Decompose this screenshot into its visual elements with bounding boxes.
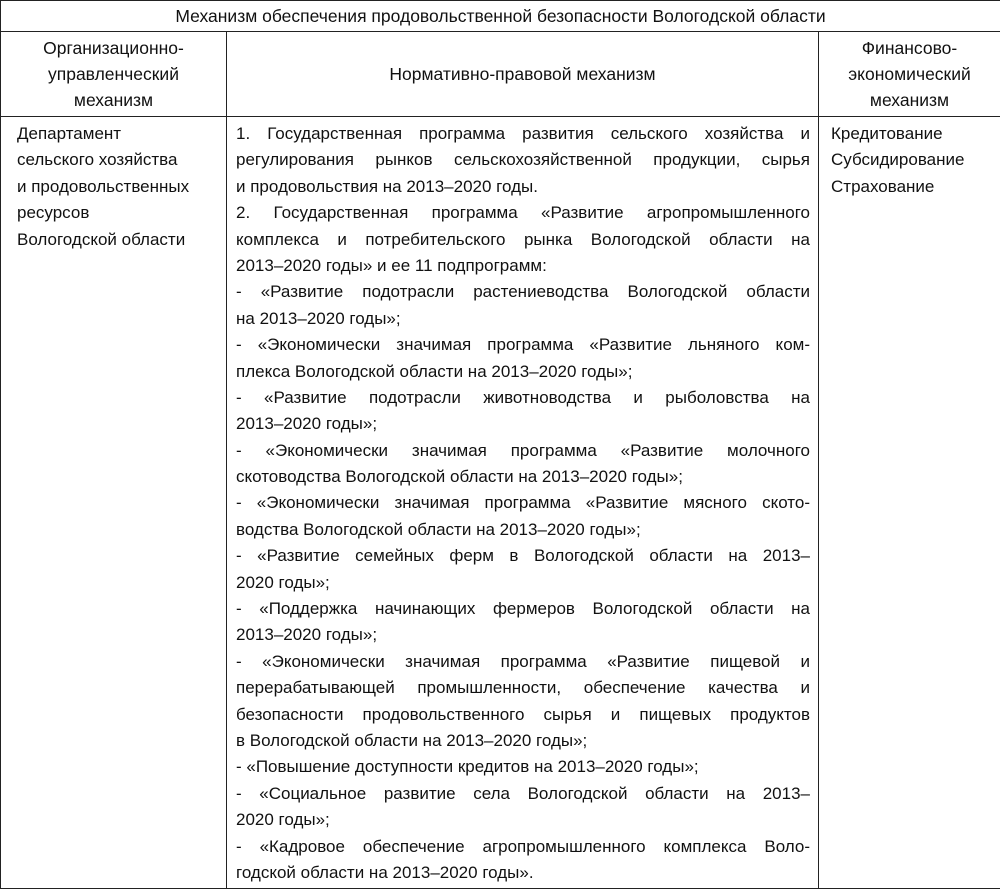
legal-line: - «Кадровое обеспечение агропромышленного комплекса Воло- [236, 836, 810, 856]
legal-line: - «Экономически значимая программа «Развитие молочного [236, 440, 810, 460]
legal-line: 1. Государственная программа развития сельского хозяйства и [236, 124, 810, 143]
legal-line: плекса Вологодской области на 2013–2020 годы»; [236, 361, 633, 381]
legal-line: 2013–2020 годы» и ее 11 подпрограмм: [236, 255, 547, 275]
fin-line: Страхование [831, 176, 935, 196]
legal-cell [227, 117, 819, 889]
header-fin-line: Финансово- [861, 38, 958, 58]
legal-line: 2020 годы»; [236, 572, 330, 592]
legal-line: - «Развитие подотрасли растениеводства Вологодской области [236, 282, 810, 302]
legal-line: 2013–2020 годы»; [236, 625, 378, 645]
header-fin [819, 32, 1000, 117]
legal-line: и продовольствия на 2013–2020 годы. [236, 176, 538, 196]
header-org [1, 32, 227, 117]
header-org-line: механизм [73, 90, 154, 110]
content-row [1, 117, 1000, 889]
legal-line: - «Экономически значимая программа «Развитие мясного ското- [236, 493, 810, 513]
header-org-line: Организационно- [43, 38, 184, 58]
fin-cell [819, 117, 1000, 889]
org-line: ресурсов [17, 203, 90, 223]
legal-line: скотоводства Вологодской области на 2013–2020 годы»; [236, 467, 683, 487]
org-line: Департамент [17, 124, 122, 143]
header-fin-line: экономический [848, 64, 971, 84]
legal-line: 2. Государственная программа «Развитие агропромышленного [236, 203, 810, 223]
legal-line: безопасности продовольственного сырья и пищевых продуктов [236, 704, 810, 724]
legal-line: в Вологодской области на 2013–2020 годы»; [236, 730, 588, 750]
org-line: Вологодской области [17, 229, 186, 249]
legal-line: - «Поддержка начинающих фермеров Вологодской области на [236, 599, 810, 619]
org-line: сельского хозяйства [17, 150, 178, 170]
legal-line: - «Социальное развитие села Вологодской области на 2013– [236, 783, 810, 803]
legal-line: - «Экономически значимая программа «Развитие льняного ком- [236, 335, 810, 355]
legal-line: годской области на 2013–2020 годы». [236, 862, 534, 882]
legal-line: - «Экономически значимая программа «Развитие пищевой и [236, 651, 810, 671]
fin-line: Субсидирование [831, 150, 965, 170]
legal-line: 2013–2020 годы»; [236, 414, 378, 434]
legal-line: - «Повышение доступности кредитов на 2013–2020 годы»; [236, 757, 699, 777]
legal-line: на 2013–2020 годы»; [236, 308, 401, 328]
header-fin-line: механизм [869, 90, 950, 110]
header-legal: Нормативно-правовой механизм [227, 32, 819, 117]
header-org-line: управленческий [47, 64, 179, 84]
legal-line: перерабатывающей промышленности, обеспечение качества и [236, 678, 810, 698]
header-row [1, 32, 1000, 117]
org-cell [1, 117, 227, 889]
legal-line: водства Вологодской области на 2013–2020 годы»; [236, 519, 641, 539]
title-row [1, 1, 1000, 32]
legal-line: 2020 годы»; [236, 810, 330, 830]
legal-line: - «Развитие семейных ферм в Вологодской области на 2013– [236, 546, 810, 566]
legal-line: регулирования рынков сельскохозяйственной продукции, сырья [236, 150, 810, 170]
legal-line: - «Развитие подотрасли животноводства и рыболовства на [236, 387, 810, 407]
fin-line: Кредитование [831, 124, 943, 143]
table-title: Механизм обеспечения продовольственной безопасности Вологодской области [1, 1, 1000, 32]
org-line: и продовольственных [17, 176, 190, 196]
legal-line: комплекса и потребительского рынка Вологодской области на [236, 229, 810, 249]
